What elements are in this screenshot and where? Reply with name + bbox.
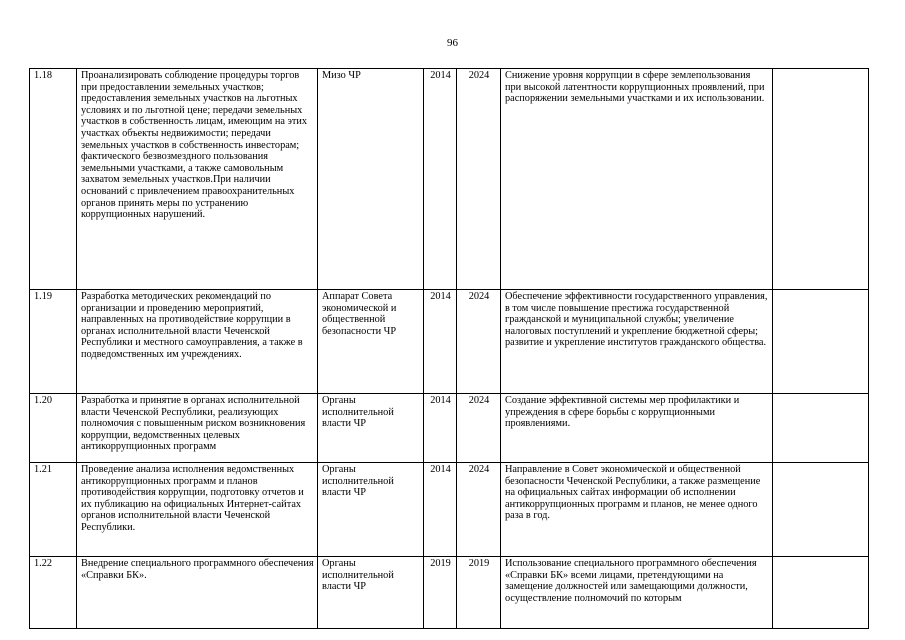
item-number: 1.22	[30, 557, 77, 629]
task-description: Проведение анализа исполнения ведомственных антикоррупционных программ и планов противодействия коррупции, подготовку отчетов и их публикацию на официальных Интернет-сайтах органов исполнительной власти Чеченской Республики.	[77, 463, 318, 557]
expected-result: Обеспечение эффективности государственного управления, в том числе повышение престижа государственной гражданской и муниципальной службы; увеличение налоговых поступлений и укрепление бюджетной сферы; развитие и укрепление институтов гражданского общества.	[501, 290, 773, 394]
responsible-executor: Мизо ЧР	[318, 69, 424, 290]
end-year: 2024	[457, 290, 501, 394]
start-year: 2014	[424, 290, 457, 394]
table-row	[30, 557, 869, 629]
responsible-executor: Органы исполнительной власти ЧР	[318, 557, 424, 629]
table-row	[30, 290, 869, 394]
item-number: 1.21	[30, 463, 77, 557]
item-number: 1.19	[30, 290, 77, 394]
note-cell	[773, 463, 869, 557]
end-year: 2024	[457, 69, 501, 290]
item-number: 1.18	[30, 69, 77, 290]
table-row	[30, 69, 869, 290]
end-year: 2024	[457, 463, 501, 557]
start-year: 2014	[424, 463, 457, 557]
item-number: 1.20	[30, 394, 77, 463]
end-year: 2024	[457, 394, 501, 463]
start-year: 2014	[424, 69, 457, 290]
start-year: 2019	[424, 557, 457, 629]
table-row	[30, 394, 869, 463]
task-description: Проанализировать соблюдение процедуры торгов при предоставлении земельных участков; предоставления земельных участков на льготных условиях и по льготной цене; передачи земельных участков в собственность лицам, имеющим на этих участках объекты недвижимости; передачи земельных участков в собственность инвесторам; фактического безвозмездного пользования земельными участками, а также самовольным захватом земельных участков.При наличии оснований с привлечением правоохранительных органов принять меры по устранению коррупционных нарушений.	[77, 69, 318, 290]
responsible-executor: Аппарат Совета экономической и общественной безопасности ЧР	[318, 290, 424, 394]
note-cell	[773, 394, 869, 463]
note-cell	[773, 290, 869, 394]
responsible-executor: Органы исполнительной власти ЧР	[318, 463, 424, 557]
task-description: Разработка и принятие в органах исполнительной власти Чеченской Республики, реализующих полномочия с повышенным риском возникновения коррупции, ведомственных целевых антикоррупционных программ	[77, 394, 318, 463]
page-number: 96	[447, 37, 458, 49]
expected-result: Снижение уровня коррупции в сфере землепользования при высокой латентности коррупционных проявлений, при распоряжении земельными участками и их использовании.	[501, 69, 773, 290]
responsible-executor: Органы исполнительной власти ЧР	[318, 394, 424, 463]
table-row	[30, 463, 869, 557]
note-cell	[773, 69, 869, 290]
end-year: 2019	[457, 557, 501, 629]
expected-result: Использование специального программного обеспечения «Справки БК» всеми лицами, претендующими на замещение должностей или замещающими должности, осуществление полномочий по которым	[501, 557, 773, 629]
anti-corruption-plan-table	[29, 68, 869, 629]
task-description: Разработка методических рекомендаций по организации и проведению мероприятий, направленных на противодействие коррупции в органах исполнительной власти Чеченской Республики и местного самоуправления, а также в подведомственных им учреждениях.	[77, 290, 318, 394]
start-year: 2014	[424, 394, 457, 463]
task-description: Внедрение специального программного обеспечения «Справки БК».	[77, 557, 318, 629]
note-cell	[773, 557, 869, 629]
expected-result: Создание эффективной системы мер профилактики и упреждения в сфере борьбы с коррупционными проявлениями.	[501, 394, 773, 463]
expected-result: Направление в Совет экономической и общественной безопасности Чеченской Республики, а также размещение на официальных сайтах информации об исполнении антикоррупционных программ и планов, не менее одного раза в год.	[501, 463, 773, 557]
